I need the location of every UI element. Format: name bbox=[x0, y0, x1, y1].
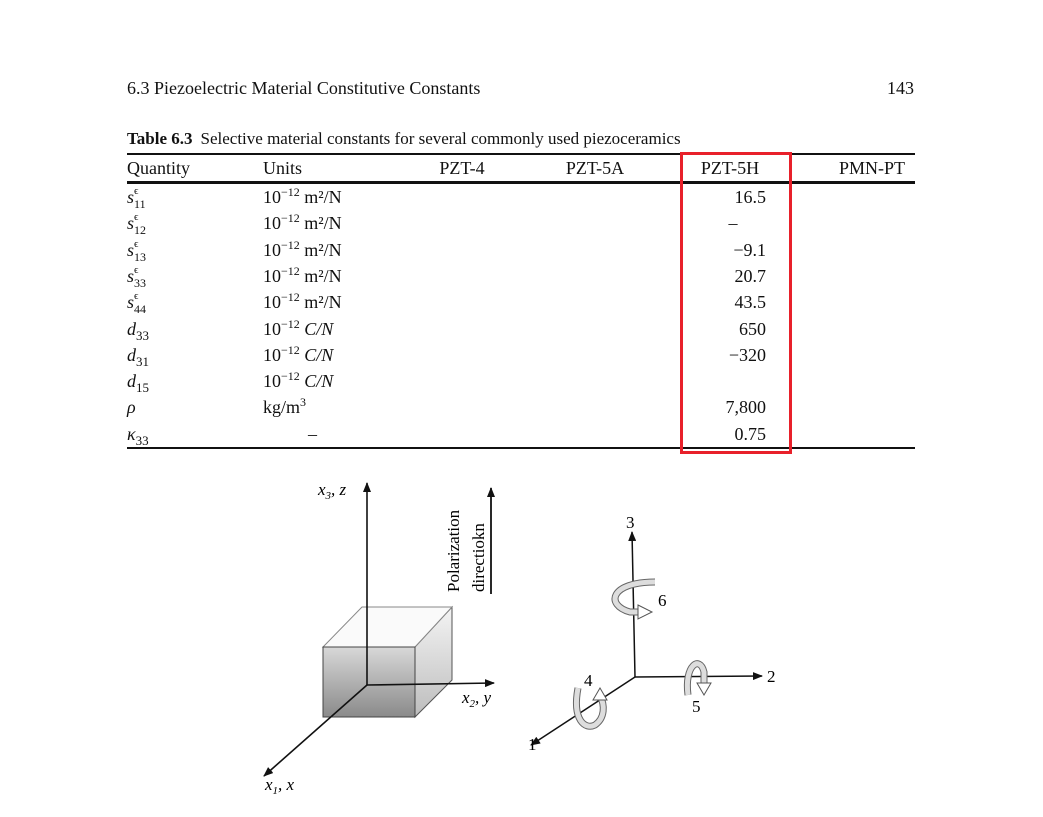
unit-base: 10 bbox=[263, 371, 281, 392]
unit-base: 10 bbox=[263, 265, 281, 286]
column-header: PZT-5H bbox=[700, 158, 760, 178]
subscript: 13 bbox=[134, 249, 147, 264]
unit-exponent: −12 bbox=[281, 211, 300, 226]
column-header: PZT-5A bbox=[565, 158, 625, 178]
unit-exponent: −12 bbox=[281, 185, 300, 199]
unit-base: 10 bbox=[263, 239, 281, 260]
unit-base: 10 bbox=[263, 187, 281, 207]
superscript: ϵ bbox=[134, 211, 139, 224]
x-axis-arrow bbox=[264, 685, 367, 776]
unit-rest: m²/N bbox=[299, 265, 342, 286]
value-pzt5h: 7,800 bbox=[725, 397, 766, 418]
caption-text: Selective material constants for several commonly used piezoceramics bbox=[200, 129, 681, 148]
unit-exponent: −12 bbox=[281, 316, 300, 331]
unit-rest: C/N bbox=[299, 344, 334, 365]
value-pzt5h: −320 bbox=[728, 344, 766, 365]
x-axis-label: $x_1$, x bbox=[265, 775, 295, 797]
value-pzt5h: 650 bbox=[739, 318, 766, 339]
unit-exponent: −12 bbox=[281, 342, 300, 357]
column-header: Quantity bbox=[127, 158, 190, 178]
unit-exponent: −12 bbox=[281, 369, 300, 384]
unit-base: 10 bbox=[263, 344, 281, 365]
column-header: PZT-4 bbox=[439, 158, 485, 178]
subscript: 31 bbox=[136, 353, 149, 369]
superscript: ϵ bbox=[134, 290, 139, 303]
piezo-cube bbox=[323, 607, 452, 717]
running-header: 6.3 Piezoelectric Material Constitutive Constants bbox=[127, 78, 481, 98]
unit-base: 10 bbox=[263, 292, 281, 313]
y-axis-label: $x_2$, y bbox=[462, 688, 492, 710]
z-axis-label: $x_3$, z bbox=[318, 480, 347, 502]
symbol: s bbox=[127, 239, 135, 260]
subscript: 33 bbox=[134, 275, 147, 290]
unit-base: kg/m bbox=[263, 397, 301, 418]
unit-exponent: 3 bbox=[300, 395, 307, 410]
unit-rest: m²/N bbox=[299, 213, 342, 234]
symbol: d bbox=[127, 371, 136, 392]
subscript: 44 bbox=[134, 302, 147, 317]
unit-rest: C/N bbox=[299, 318, 334, 339]
unit-rest: m²/N bbox=[299, 187, 342, 207]
unit-rest: m²/N bbox=[299, 239, 342, 260]
subscript: 12 bbox=[134, 223, 147, 238]
value-pzt5h: 16.5 bbox=[734, 187, 766, 207]
symbol: s bbox=[127, 265, 135, 286]
subscript: 15 bbox=[136, 380, 149, 396]
table-label: Table 6.3 bbox=[127, 129, 193, 148]
rotation-5-arrow bbox=[687, 664, 711, 695]
value-pzt5h: 0.75 bbox=[734, 423, 766, 444]
column-header: PMN-PT bbox=[838, 158, 905, 178]
axis-label-1: 1 bbox=[528, 735, 537, 754]
column-header: Units bbox=[263, 158, 303, 178]
rotation-label-6: 6 bbox=[658, 591, 667, 610]
axis-label-2: 2 bbox=[767, 667, 776, 686]
value-pzt5h: −9.1 bbox=[733, 239, 766, 260]
value-pzt5h: 20.7 bbox=[734, 265, 766, 286]
axis-3-arrow bbox=[632, 532, 635, 677]
symbol: s bbox=[127, 187, 135, 207]
axis-2-arrow bbox=[635, 676, 762, 677]
symbol: d bbox=[127, 344, 136, 365]
superscript: ϵ bbox=[134, 185, 139, 197]
subscript: 11 bbox=[134, 197, 146, 211]
polarization-label-2: directiokn bbox=[469, 523, 488, 592]
polarization-label-1: Polarization bbox=[444, 509, 463, 592]
rotation-4-arrow bbox=[576, 688, 607, 726]
unit-base: 10 bbox=[263, 213, 281, 234]
subscript: 33 bbox=[136, 327, 149, 343]
unit-base: – bbox=[308, 423, 317, 444]
axis-label-3: 3 bbox=[626, 513, 635, 532]
rotation-6-arrow bbox=[615, 582, 655, 619]
unit-exponent: −12 bbox=[281, 290, 300, 305]
superscript: ϵ bbox=[134, 263, 139, 276]
rotation-label-5: 5 bbox=[692, 697, 701, 716]
subscript: 33 bbox=[135, 432, 149, 448]
value-pzt5h: 43.5 bbox=[734, 292, 766, 313]
unit-exponent: −12 bbox=[281, 263, 300, 278]
unit-rest: m²/N bbox=[299, 292, 342, 313]
axis-1-arrow bbox=[531, 677, 635, 745]
symbol: ρ bbox=[127, 397, 136, 418]
page-number: 143 bbox=[887, 78, 914, 98]
unit-exponent: −12 bbox=[281, 237, 300, 252]
symbol: s bbox=[127, 292, 135, 313]
value-pzt5h: – bbox=[728, 213, 738, 234]
unit-base: 10 bbox=[263, 318, 281, 339]
unit-rest: C/N bbox=[299, 371, 334, 392]
symbol: d bbox=[127, 318, 136, 339]
symbol: s bbox=[127, 213, 135, 234]
rotation-label-4: 4 bbox=[584, 671, 593, 690]
symbol: κ bbox=[127, 423, 136, 444]
superscript: ϵ bbox=[134, 237, 139, 250]
